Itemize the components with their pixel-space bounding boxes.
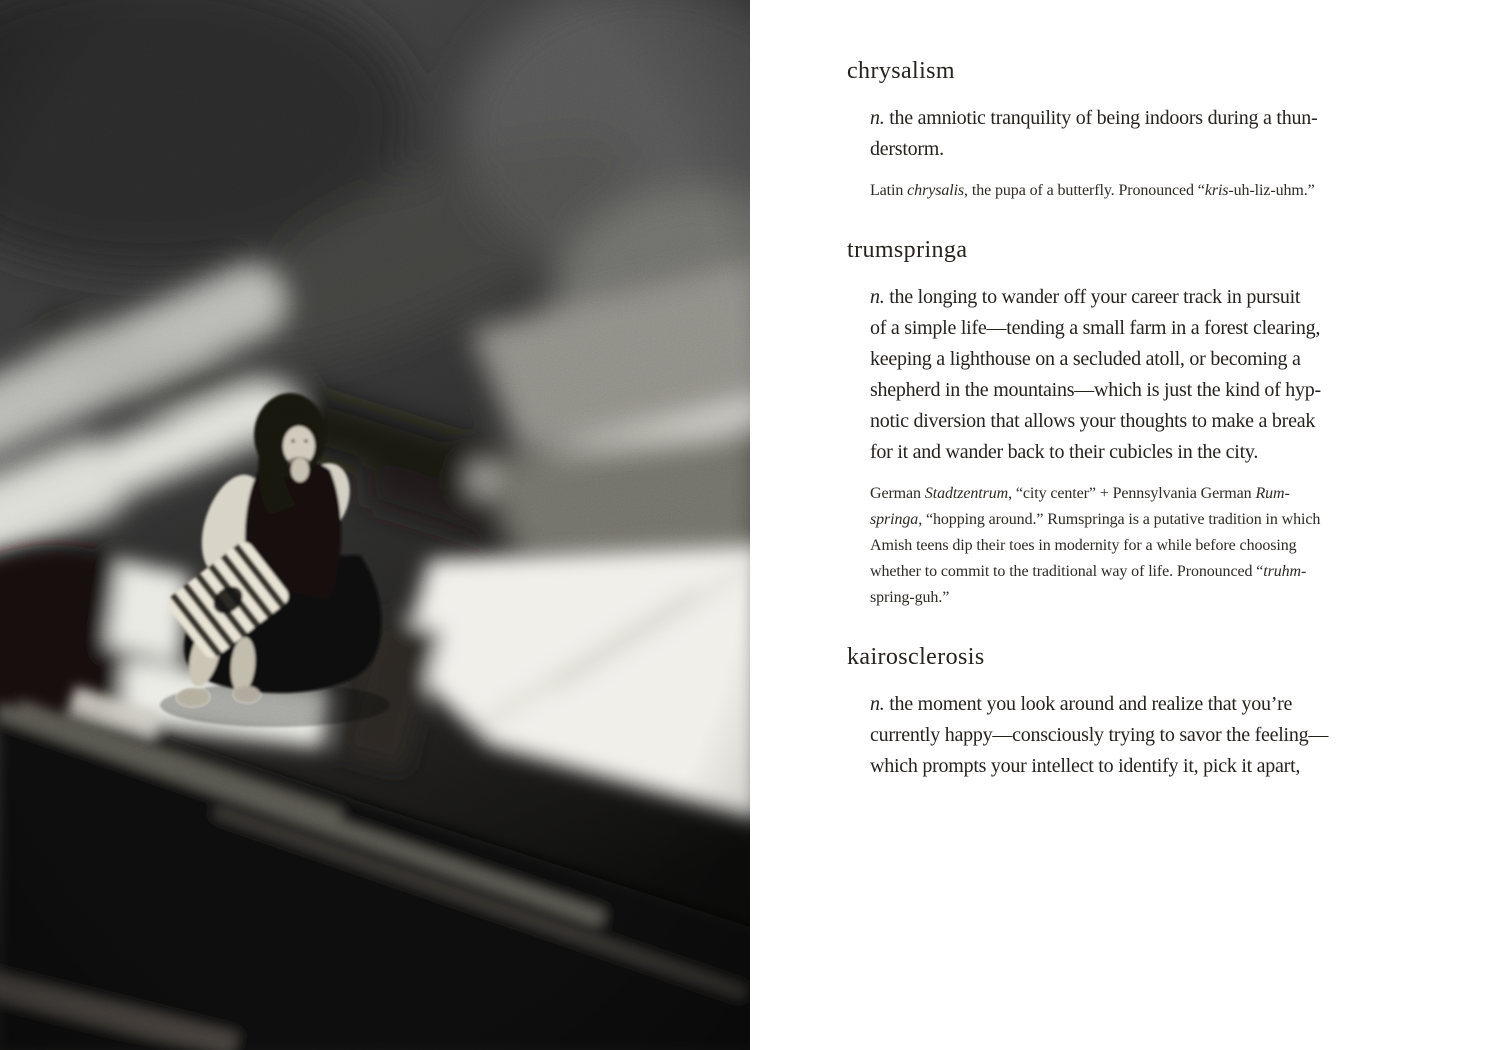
entry-headword: trumspringa bbox=[847, 237, 968, 263]
definition-line: currently happy—consciously trying to savor the feeling— bbox=[870, 724, 1329, 746]
dictionary-entry bbox=[847, 57, 1390, 204]
entry-etymology bbox=[870, 178, 1390, 204]
definition-line: n. the longing to wander off your career track in pursuit bbox=[870, 286, 1301, 308]
definition-line: for it and wander back to their cubicles in the city. bbox=[870, 441, 1259, 463]
definition-line: shepherd in the mountains—which is just the kind of hyp- bbox=[870, 379, 1321, 401]
entry-etymology bbox=[870, 481, 1390, 611]
entry-definition bbox=[870, 689, 1390, 782]
dictionary-entry bbox=[847, 643, 1390, 782]
etymology-line: Latin chrysalis, the pupa of a butterfly. Pronounced “kris-uh-liz-uhm.” bbox=[870, 182, 1315, 199]
etymology-line: springa, “hopping around.” Rumspringa is a putative tradition in which bbox=[870, 511, 1321, 528]
definition-line: which prompts your intellect to identify it, pick it apart, bbox=[870, 755, 1301, 777]
entry-headword: chrysalism bbox=[847, 58, 955, 84]
dictionary-entry bbox=[847, 236, 1390, 611]
entries bbox=[847, 57, 1390, 782]
definition-line: notic diversion that allows your thoughts to make a break bbox=[870, 410, 1316, 432]
etymology-line: German Stadtzentrum, “city center” + Pennsylvania German Rum- bbox=[870, 485, 1290, 502]
book-text-page bbox=[750, 0, 1500, 1050]
entry-headword: kairosclerosis bbox=[847, 644, 985, 670]
definition-line: derstorm. bbox=[870, 138, 944, 160]
entry-definition bbox=[870, 103, 1390, 165]
etymology-line: Amish teens dip their toes in modernity for a while before choosing bbox=[870, 537, 1297, 554]
definition-line: keeping a lighthouse on a secluded atoll, or becoming a bbox=[870, 348, 1301, 370]
definition-line: n. the amniotic tranquility of being indoors during a thun- bbox=[870, 107, 1318, 129]
entry-definition bbox=[870, 282, 1390, 468]
definition-line: of a simple life—tending a small farm in a forest clearing, bbox=[870, 317, 1321, 339]
etymology-line: whether to commit to the traditional way of life. Pronounced “truhm- bbox=[870, 563, 1307, 580]
etymology-line: spring-guh.” bbox=[870, 589, 950, 606]
definition-line: n. the moment you look around and realize that you’re bbox=[870, 693, 1293, 715]
